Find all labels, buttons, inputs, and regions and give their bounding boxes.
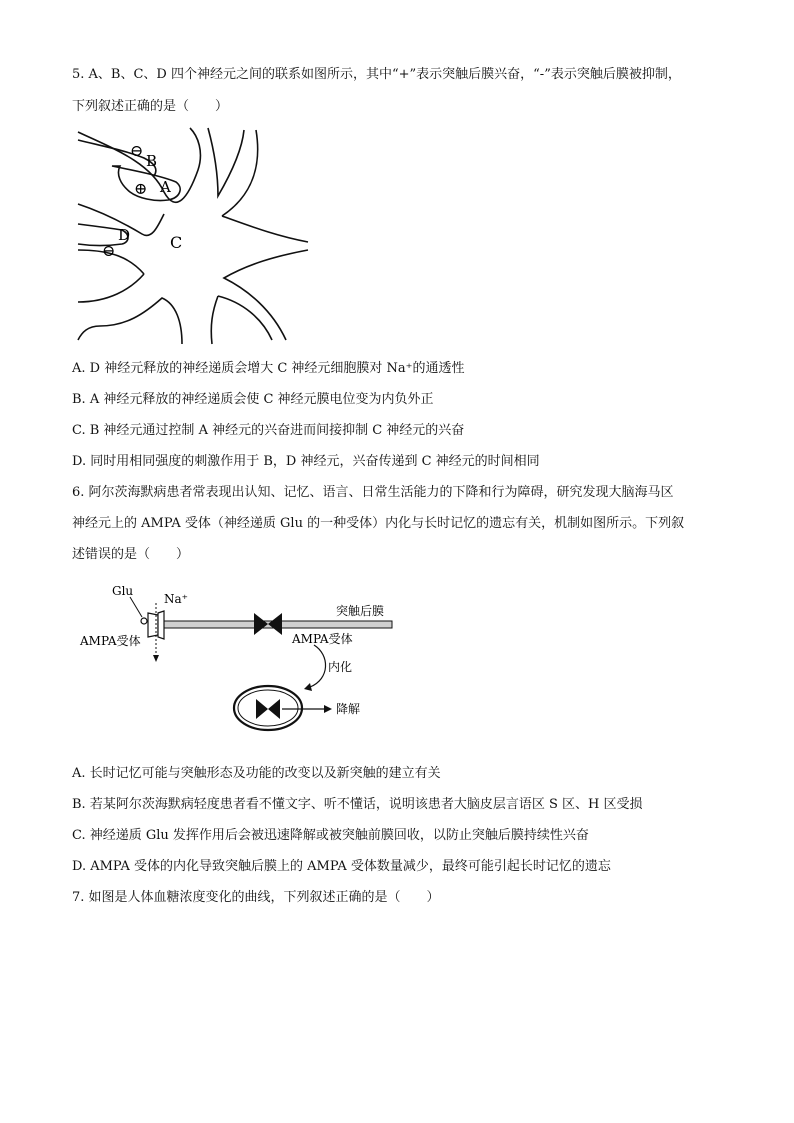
q6-stem-line1: 6. 阿尔茨海默病患者常表现出认知、记忆、语言、日常生活能力的下降和行为障碍，研究发现大脑海马区 bbox=[72, 485, 674, 500]
postsynaptic-label: 突触后膜 bbox=[336, 604, 385, 618]
label-a: A bbox=[160, 178, 171, 196]
q5-option-b: B. A 神经元释放的神经递质会使 C 神经元膜电位变为内负外正 bbox=[72, 392, 434, 407]
neuron-connection-figure bbox=[72, 126, 317, 348]
q7-stem-line1: 7. 如图是人体血糖浓度变化的曲线，下列叙述正确的是（ ） bbox=[72, 890, 440, 905]
ampa-right-label: AMPA受体 bbox=[292, 632, 353, 646]
minus-sign-b: ⊖ bbox=[130, 141, 144, 160]
internalize-arrow bbox=[310, 645, 326, 687]
internalize-label: 内化 bbox=[328, 660, 353, 674]
ampa-receptor-membrane bbox=[254, 613, 282, 635]
label-b: B bbox=[146, 152, 158, 170]
q6-option-b: B. 若某阿尔茨海默病轻度患者看不懂文字、听不懂话，说明该患者大脑皮层言语区 S 区、H 区受损 bbox=[72, 797, 643, 812]
q5-option-c: C. B 神经元通过控制 A 神经元的兴奋进而间接抑制 C 神经元的兴奋 bbox=[72, 423, 465, 438]
q6-option-c: C. 神经递质 Glu 发挥作用后会被迅速降解或被突触前膜回收，以防止突触后膜持续性兴奋 bbox=[72, 828, 589, 843]
plus-sign-a: ⊕ bbox=[134, 179, 148, 198]
degrade-label: 降解 bbox=[336, 702, 361, 716]
ampa-internalization-figure bbox=[78, 583, 398, 749]
neuron-b-axon bbox=[78, 140, 156, 176]
ampa-left-label: AMPA受体 bbox=[80, 634, 141, 648]
glu-label: Glu bbox=[112, 584, 134, 598]
q6-option-a: A. 长时记忆可能与突触形态及功能的改变以及新突触的建立有关 bbox=[72, 766, 441, 781]
endocytic-vesicle bbox=[234, 686, 302, 730]
q5-stem-line1: 5. A、B、C、D 四个神经元之间的联系如图所示，其中“+”表示突触后膜兴奋，“-”表示突触后膜被抑制， bbox=[72, 67, 681, 82]
label-c: C bbox=[170, 233, 183, 252]
q6-option-d: D. AMPA 受体的内化导致突触后膜上的 AMPA 受体数量减少，最终可能引起长时记忆的遗忘 bbox=[72, 859, 611, 874]
ampa-receptor-vesicle bbox=[256, 699, 280, 719]
q6-stem-line3: 述错误的是（ ） bbox=[72, 547, 190, 562]
minus-sign-d: ⊖ bbox=[102, 241, 116, 260]
q5-option-d: D. 同时用相同强度的刺激作用于 B，D 神经元，兴奋传递到 C 神经元的时间相同 bbox=[72, 454, 540, 469]
ampa-receptor-left bbox=[141, 611, 164, 639]
q5-stem-line2: 下列叙述正确的是（ ） bbox=[72, 99, 229, 114]
glu-pointer bbox=[130, 597, 142, 617]
label-d: D bbox=[118, 226, 131, 244]
na-label: Na⁺ bbox=[164, 592, 188, 606]
q6-stem-line2: 神经元上的 AMPA 受体（神经递质 Glu 的一种受体）内化与长时记忆的遗忘有关，机制如图所示。下列叙 bbox=[72, 516, 685, 531]
q5-option-a: A. D 神经元释放的神经递质会增大 C 神经元细胞膜对 Na⁺的通透性 bbox=[72, 361, 465, 376]
